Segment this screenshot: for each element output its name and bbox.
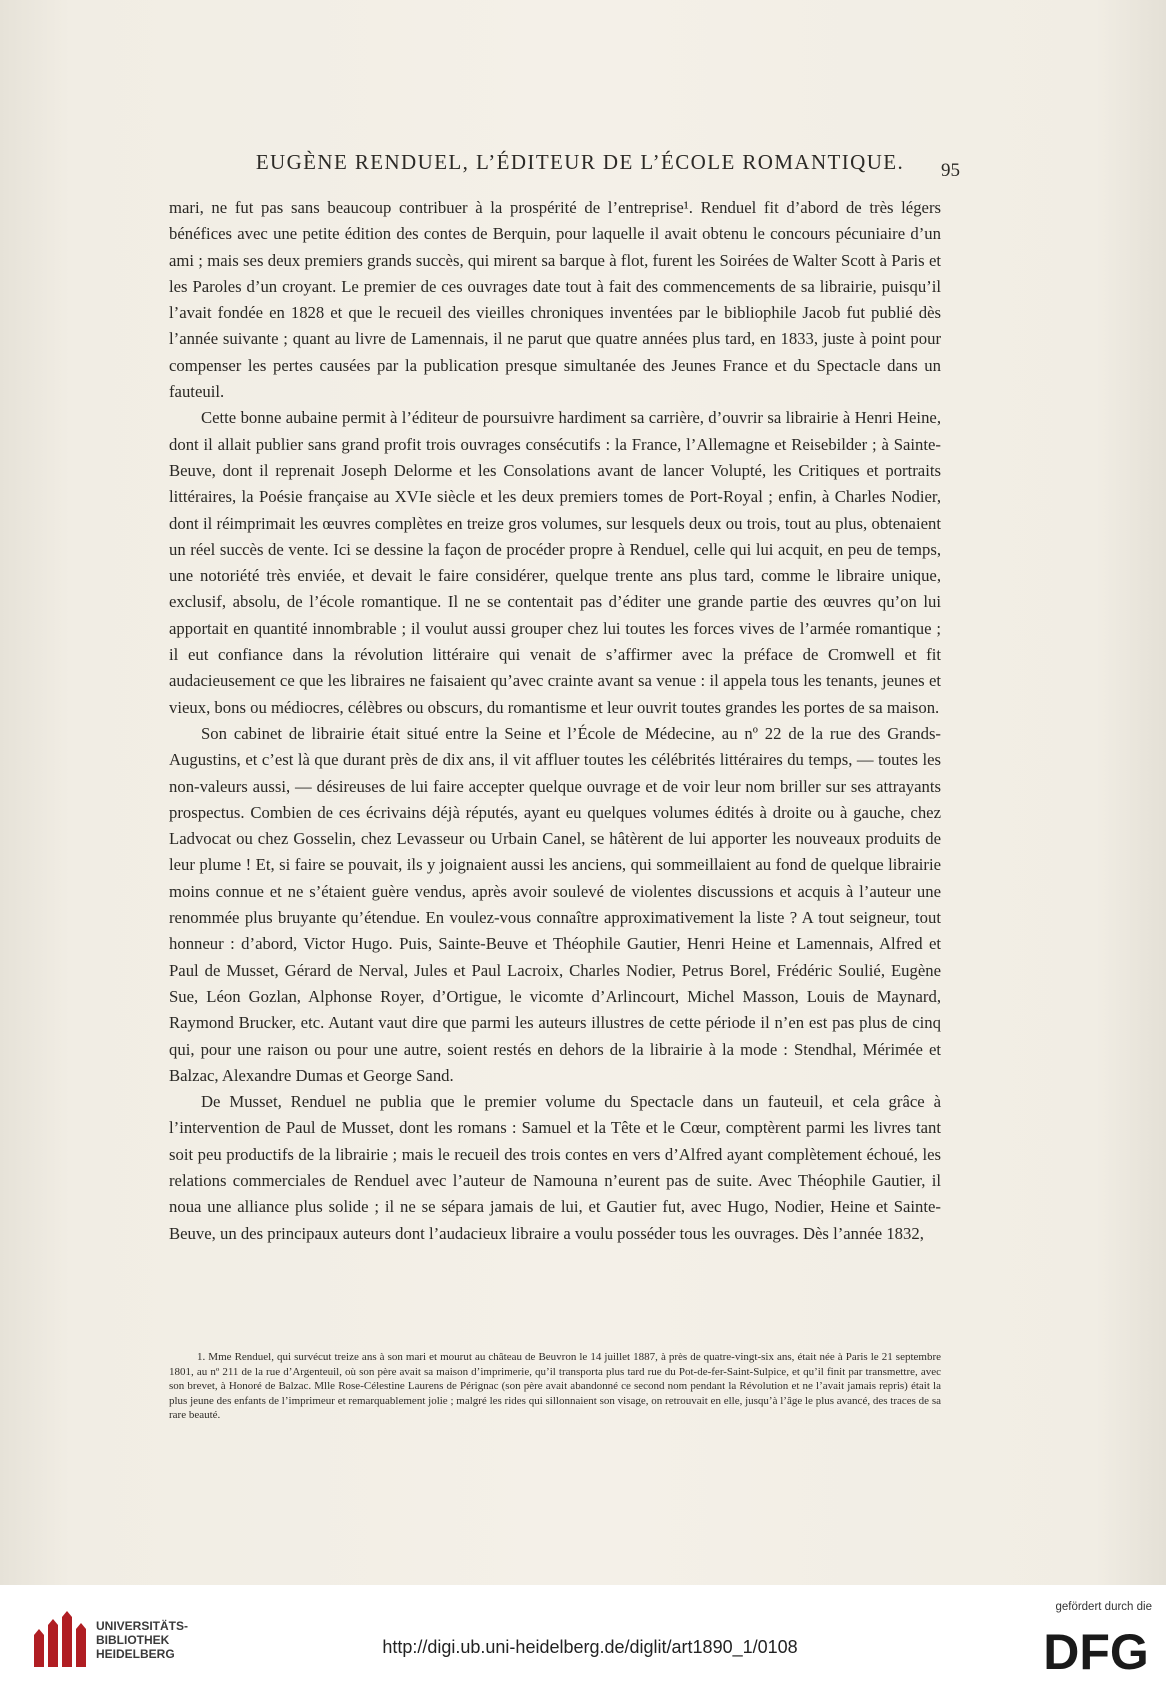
dfg-logo-icon bbox=[1038, 1625, 1154, 1675]
main-text bbox=[169, 195, 941, 1247]
library-name-line: HEIDELBERG bbox=[96, 1647, 175, 1661]
paragraph-4: De Musset, Renduel ne publia que le premier volume du Spectacle dans un fauteuil, et cela grâce à l’intervention de Paul de Musset, dont les romans : Samuel et la Tête et le Cœur, comptèrent parmi les livres tant soit peu productifs de la librairie ; mais le recueil des trois contes en vers d’Alfred ayant complètement échoué, les relations commerciales de Renduel avec l’auteur de Namouna n’eurent pas de suite. Avec Théophile Gautier, il noua une alliance plus solide ; il ne se sépara jamais de lui, et Gautier fut, avec Hugo, Nodier, Heine et Sainte-Beuve, un des principaux auteurs dont l’audacieux libraire a voulu posséder tous les ouvrages. Dès l’année 1832, bbox=[169, 1092, 941, 1243]
paragraph-1: mari, ne fut pas sans beaucoup contribuer à la prospérité de l’entreprise¹. Renduel fit d’abord de très légers bénéfices avec une petite édition des contes de Berquin, pour laquelle il avait obtenu le concours pécuniaire d’un ami ; mais ses deux premiers grands succès, qui mirent sa barque à flot, furent les Soirées de Walter Scott à Paris et les Paroles d’un croyant. Le premier de ces ouvrages date tout à fait des commencements de sa librairie, puisqu’il l’avait fondée en 1828 et que le recueil des vieilles chroniques inventées par le bibliophile Jacob fut publié dès l’année suivante ; quant au livre de Lamennais, il ne parut que quatre années plus tard, en 1833, juste à point pour compenser les pertes causées par la publication presque simultanée des Jeunes France et du Spectacle dans un fauteuil. bbox=[169, 198, 941, 402]
library-name-line: UNIVERSITÄTS- bbox=[96, 1619, 189, 1633]
dfg-logo-text: DFG bbox=[1043, 1625, 1149, 1675]
library-name bbox=[96, 1619, 226, 1661]
paragraph-2: Cette bonne aubaine permit à l’éditeur de poursuivre hardiment sa carrière, d’ouvrir sa librairie à Henri Heine, dont il allait publier sans grand profit trois ouvrages consécutifs : la France, l’Allemagne et Reisebilder ; à Sainte-Beuve, dont il reprenait Joseph Delorme et les Consolations avant de lancer Volupté, les Critiques et portraits littéraires, la Poésie française au XVIe siècle et les deux premiers tomes de Port-Royal ; enfin, à Charles Nodier, dont il réimprimait les œuvres complètes en treize gros volumes, sur lesquels deux ou trois, tout au plus, obtenaient un réel succès de vente. Ici se dessine la façon de procéder propre à Renduel, celle qui lui acquit, en peu de temps, une notoriété très enviée, et devait le faire considérer, quelque trente ans plus tard, comme le libraire unique, exclusif, absolu, de l’école romantique. Il ne se contentait pas d’éditer une grande partie des œuvres qu’on lui apportait en quantité innombrable ; il voulut aussi grouper chez lui toutes les forces vives de l’armée romantique ; il eut confiance dans la révolution littéraire qui venait de s’affirmer avec la préface de Cromwell et fit audacieusement ce que les libraires ne faisaient qu’avec crainte avant sa venue : il appela tous les tenants, jeunes et vieux, bons ou médiocres, célèbres ou obscurs, du romantisme et leur ouvrit toutes grandes les portes de sa maison. bbox=[169, 408, 941, 717]
funded-by-label: gefördert durch die bbox=[1055, 1601, 1152, 1613]
page-number: 95 bbox=[941, 160, 960, 181]
footnote bbox=[169, 1350, 941, 1423]
library-name-line: BIBLIOTHEK bbox=[96, 1633, 170, 1647]
running-title: EUGÈNE RENDUEL, L’ÉDITEUR DE L’ÉCOLE ROMANTIQUE. bbox=[255, 150, 905, 174]
footnote-1: 1. Mme Renduel, qui survécut treize ans à son mari et mourut au château de Beuvron le 14 juillet 1887, à près de quatre-vingt-six ans, était née à Paris le 21 septembre 1801, au nº 211 de la rue d’Argenteuil, où son père avait sa maison d’imprimerie, qu’il transporta plus tard rue du Pot-de-fer-Saint-Sulpice, et qu’il finit par transmettre, avec son brevet, à Honoré de Balzac. Mlle Rose-Célestine Laurens de Pérignac (son père avait abandonné ce second nom pendant la Révolution et ne l’avait jamais repris) était la plus jeune des enfants de l’imprimeur et remarquablement jolie ; malgré les rides qui sillonnaient son visage, on retrouvait en elle, jusqu’à l’âge le plus avancé, des traces de sa rare beauté. bbox=[169, 1351, 941, 1421]
digitization-footer bbox=[0, 1585, 1166, 1705]
university-seal-icon bbox=[30, 1607, 88, 1669]
permalink-url[interactable]: http://digi.ub.uni-heidelberg.de/diglit/art1890_1/0108 bbox=[382, 1637, 798, 1657]
paragraph-3: Son cabinet de librairie était situé entre la Seine et l’École de Médecine, au nº 22 de la rue des Grands-Augustins, et c’est là que durant près de dix ans, il vit affluer toutes les célébrités littéraires du temps, — toutes les non-valeurs aussi, — désireuses de lui faire accepter quelque ouvrage et de voir leur nom briller sur ses attrayants prospectus. Combien de ces écrivains déjà réputés, ayant eu quelques volumes édités à droite ou à gauche, chez Ladvocat ou chez Gosselin, chez Levasseur ou Urbain Canel, se hâtèrent de lui apporter les nouveaux produits de leur plume ! Et, si faire se pouvait, ils y joignaient aussi les anciens, qui sommeillaient au fond de quelque librairie moins connue et ne s’étaient guère vendus, après avoir soulevé de violentes discussions et acquis à l’auteur une renommée plus bruyante qu’étendue. En voulez-vous connaître approximativement la liste ? A tout seigneur, tout honneur : d’abord, Victor Hugo. Puis, Sainte-Beuve et Théophile Gautier, Henri Heine et Lamennais, Alfred et Paul de Musset, Gérard de Nerval, Jules et Paul Lacroix, Charles Nodier, Petrus Borel, Frédéric Soulié, Eugène Sue, Léon Gozlan, Alphonse Royer, d’Ortigue, le vicomte d’Arlincourt, Michel Masson, Louis de Maynard, Raymond Brucker, etc. Autant vaut dire que parmi les auteurs illustres de cette période il n’en est pas plus de cinq qui, pour une raison ou pour une autre, soient restés en dehors de la librairie à la mode : Stendhal, Mérimée et Balzac, Alexandre Dumas et George Sand. bbox=[169, 723, 941, 1085]
